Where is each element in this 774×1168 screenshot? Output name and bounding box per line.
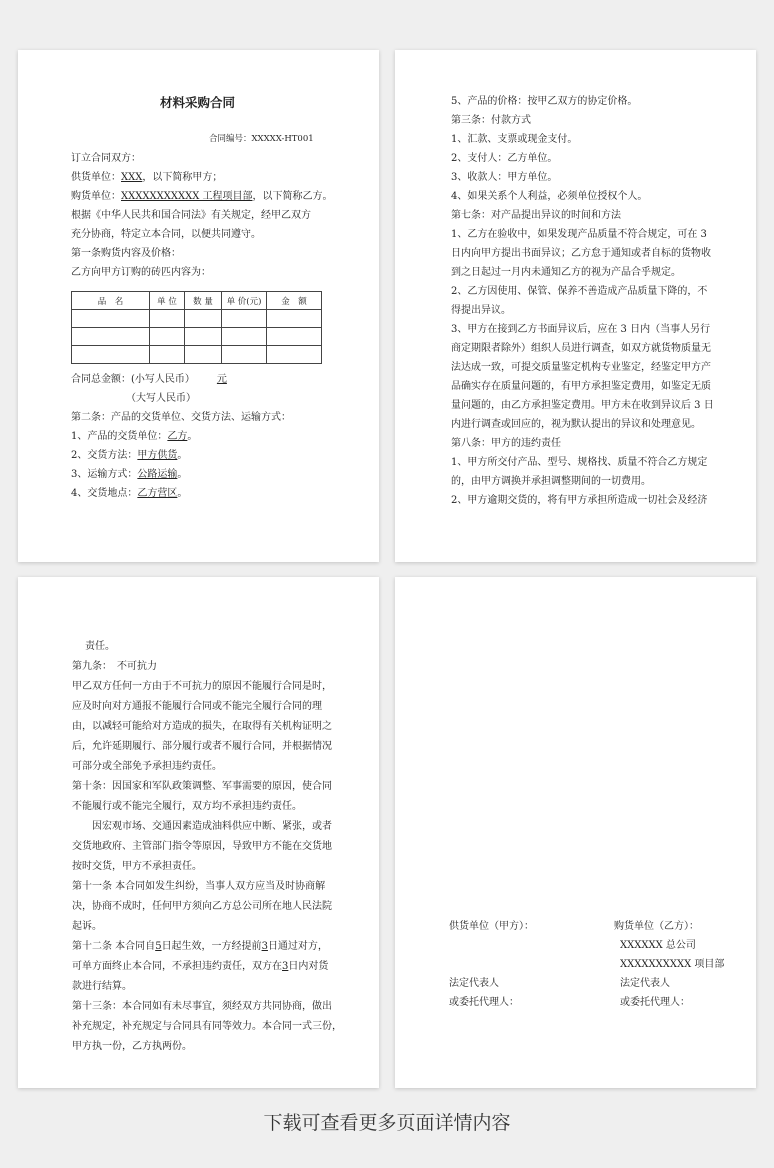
supplier-signature-label: 供货单位（甲方）： (449, 921, 534, 932)
table-header-cell: 金 额 (267, 292, 322, 310)
agent-right: 或委托代理人： (620, 997, 690, 1008)
body-line: 第十条：因国家和军队政策调整、军事需要的原因，使合同 (72, 781, 332, 792)
body-line: 1、甲方所交付产品、型号、规格找、质量不符合乙方规定 (451, 457, 708, 468)
article-2-item: 4、交货地点：乙方营区。 (71, 488, 188, 499)
table-header-cell: 数 量 (185, 292, 222, 310)
buyer-name: XXXXXXXXXXX 工程项目部 (121, 191, 253, 202)
body-line: 决，协商不成时，任何甲方须向乙方总公司所在地人民法院 (72, 901, 332, 912)
contract-page-1 (18, 50, 379, 562)
article-heading: 第七条：对产品提出异议的时间和方法 (451, 210, 621, 221)
body-line: 可部分或全部免予承担违约责任。 (72, 761, 222, 772)
legal-representative-right: 法定代表人 (620, 978, 670, 989)
body-line: 后，允许延期履行、部分履行或者不履行合同，并根据情况 (72, 741, 332, 752)
body-line: 商定期限者除外）组织人员进行调查，如双方就货物质量无 (451, 343, 711, 354)
total-unit: 元 (216, 374, 227, 385)
article-2-item: 2、交货方法：甲方供货。 (71, 450, 188, 461)
buyer-department: XXXXXXXXXX 项目部 (620, 959, 725, 970)
article-1-heading: 第一条购货内容及价格： (71, 248, 181, 259)
article-heading: 第八条：甲方的违约责任 (451, 438, 561, 449)
legal-representative-left: 法定代表人 (449, 978, 499, 989)
buyer-company: XXXXXX 总公司 (620, 940, 696, 951)
supplier-name: XXX (121, 172, 143, 183)
body-line: 2、乙方因使用、保管、保养不善造成产品质量下降的，不 (451, 286, 708, 297)
contract-page-2 (395, 50, 756, 562)
contract-page-4 (395, 577, 756, 1088)
body-line: 5、产品的价格：按甲乙双方的协定价格。 (451, 96, 638, 107)
body-line: 法达成一致，可提交质量鉴定机构专业鉴定，经鉴定甲方产 (451, 362, 711, 373)
body-line: 不能履行或不能完全履行，双方均不承担违约责任。 (72, 801, 302, 812)
body-line: 3、收款人：甲方单位。 (451, 172, 558, 183)
article-heading: 第九条： 不可抗力 (72, 661, 157, 672)
body-line: 甲方执一份，乙方执两份。 (72, 1041, 192, 1052)
table-row (72, 310, 322, 328)
article-heading: 第三条：付款方式 (451, 115, 531, 126)
body-line: 补充规定，补充规定与合同具有同等效力。本合同一式三份， (72, 1021, 342, 1032)
article-2-item: 1、产品的交货单位：乙方。 (71, 431, 198, 442)
article-2-heading: 第二条：产品的交货单位、交货方法、运输方式： (71, 412, 291, 423)
article-2-item: 3、运输方式：公路运输。 (71, 469, 188, 480)
table-header-cell: 品 名 (72, 292, 150, 310)
download-more-link[interactable]: 下载可查看更多页面详情内容 (263, 1112, 511, 1134)
body-line: 责任。 (85, 641, 115, 652)
body-line: 甲乙双方任何一方由于不可抗力的原因不能履行合同是时， (72, 681, 332, 692)
preamble-line: 充分协商，特定立本合同，以便共同遵守。 (71, 229, 261, 240)
total-amount-line: 合同总金额：(小写人民币） 元 (71, 374, 227, 385)
body-line: 内进行调查或回应的，视为默认提出的异议和处理意见。 (451, 419, 701, 430)
table-header-cell: 单 位 (150, 292, 185, 310)
article-1-intro: 乙方向甲方订购的砖匹内容为： (71, 267, 211, 278)
table-row (72, 328, 322, 346)
article-12-line: 第十二条 本合同自5日起生效，一方经提前3日通过对方， (72, 941, 328, 952)
body-line: 日内向甲方提出书面异议；乙方怠于通知或者自标的货物收 (451, 248, 711, 259)
body-line: 2、甲方逾期交货的，将有甲方承担所造成一切社会及经济 (451, 495, 708, 506)
total-amount-capital: （大写人民币） (126, 393, 196, 404)
body-line: 2、支付人：乙方单位。 (451, 153, 558, 164)
article-12-line: 可单方面终止本合同，不承担违约责任，双方在3日内对货 (72, 961, 329, 972)
body-line: 起诉。 (72, 921, 102, 932)
agent-left: 或委托代理人： (449, 997, 519, 1008)
contract-title: 材料采购合同 (160, 95, 236, 110)
body-line: 由，以减轻可能给对方造成的损失，在取得有关机构证明之 (72, 721, 332, 732)
article-12-line: 款进行结算。 (72, 981, 132, 992)
body-line: 的，由甲方调换并承担调整期间的一切费用。 (451, 476, 651, 487)
body-line: 得提出异议。 (451, 305, 511, 316)
supplier-line: 供货单位：XXX，以下简称甲方； (71, 172, 223, 183)
parties-heading: 订立合同双方： (71, 153, 141, 164)
body-line: 应及时向对方通报不能履行合同或不能完全履行合同的理 (72, 701, 322, 712)
body-line: 品确实存在质量问题的，有甲方承担鉴定费用，如鉴定无质 (451, 381, 711, 392)
body-line: 因宏观市场、交通因素造成油料供应中断、紧张，或者 (92, 821, 332, 832)
purchase-items-table (71, 291, 322, 364)
contract-number: 合同编号：XXXXX-HT001 (209, 134, 314, 144)
buyer-signature-label: 购货单位（乙方）： (614, 921, 699, 932)
table-row (72, 346, 322, 364)
buyer-line: 购货单位：XXXXXXXXXXX 工程项目部，以下简称乙方。 (71, 191, 333, 202)
body-line: 4、如果关系个人利益，必须单位授权个人。 (451, 191, 648, 202)
body-line: 1、乙方在验收中，如果发现产品质量不符合规定，可在 3 (451, 229, 707, 240)
body-line: 按时交货，甲方不承担责任。 (72, 861, 202, 872)
preamble-line: 根据《中华人民共和国合同法》有关规定，经甲乙双方 (71, 210, 311, 221)
contract-page-3 (18, 577, 379, 1088)
body-line: 第十一条 本合同如发生纠纷，当事人双方应当及时协商解 (72, 881, 326, 892)
body-line: 量问题的，由乙方承担鉴定费用。甲方未在收到异议后 3 日 (451, 400, 714, 411)
body-line: 1、汇款、支票或现金支付。 (451, 134, 578, 145)
body-line: 第十三条：本合同如有未尽事宜，须经双方共同协商，做出 (72, 1001, 332, 1012)
body-line: 3、甲方在接到乙方书面异议后，应在 3 日内（当事人另行 (451, 324, 711, 335)
body-line: 到之日起过一月内未通知乙方的视为产品合乎规定。 (451, 267, 681, 278)
table-header-cell: 单 价(元) (222, 292, 267, 310)
table-header-row (72, 292, 322, 310)
body-line: 交货地政府、主管部门指令等原因，导致甲方不能在交货地 (72, 841, 332, 852)
